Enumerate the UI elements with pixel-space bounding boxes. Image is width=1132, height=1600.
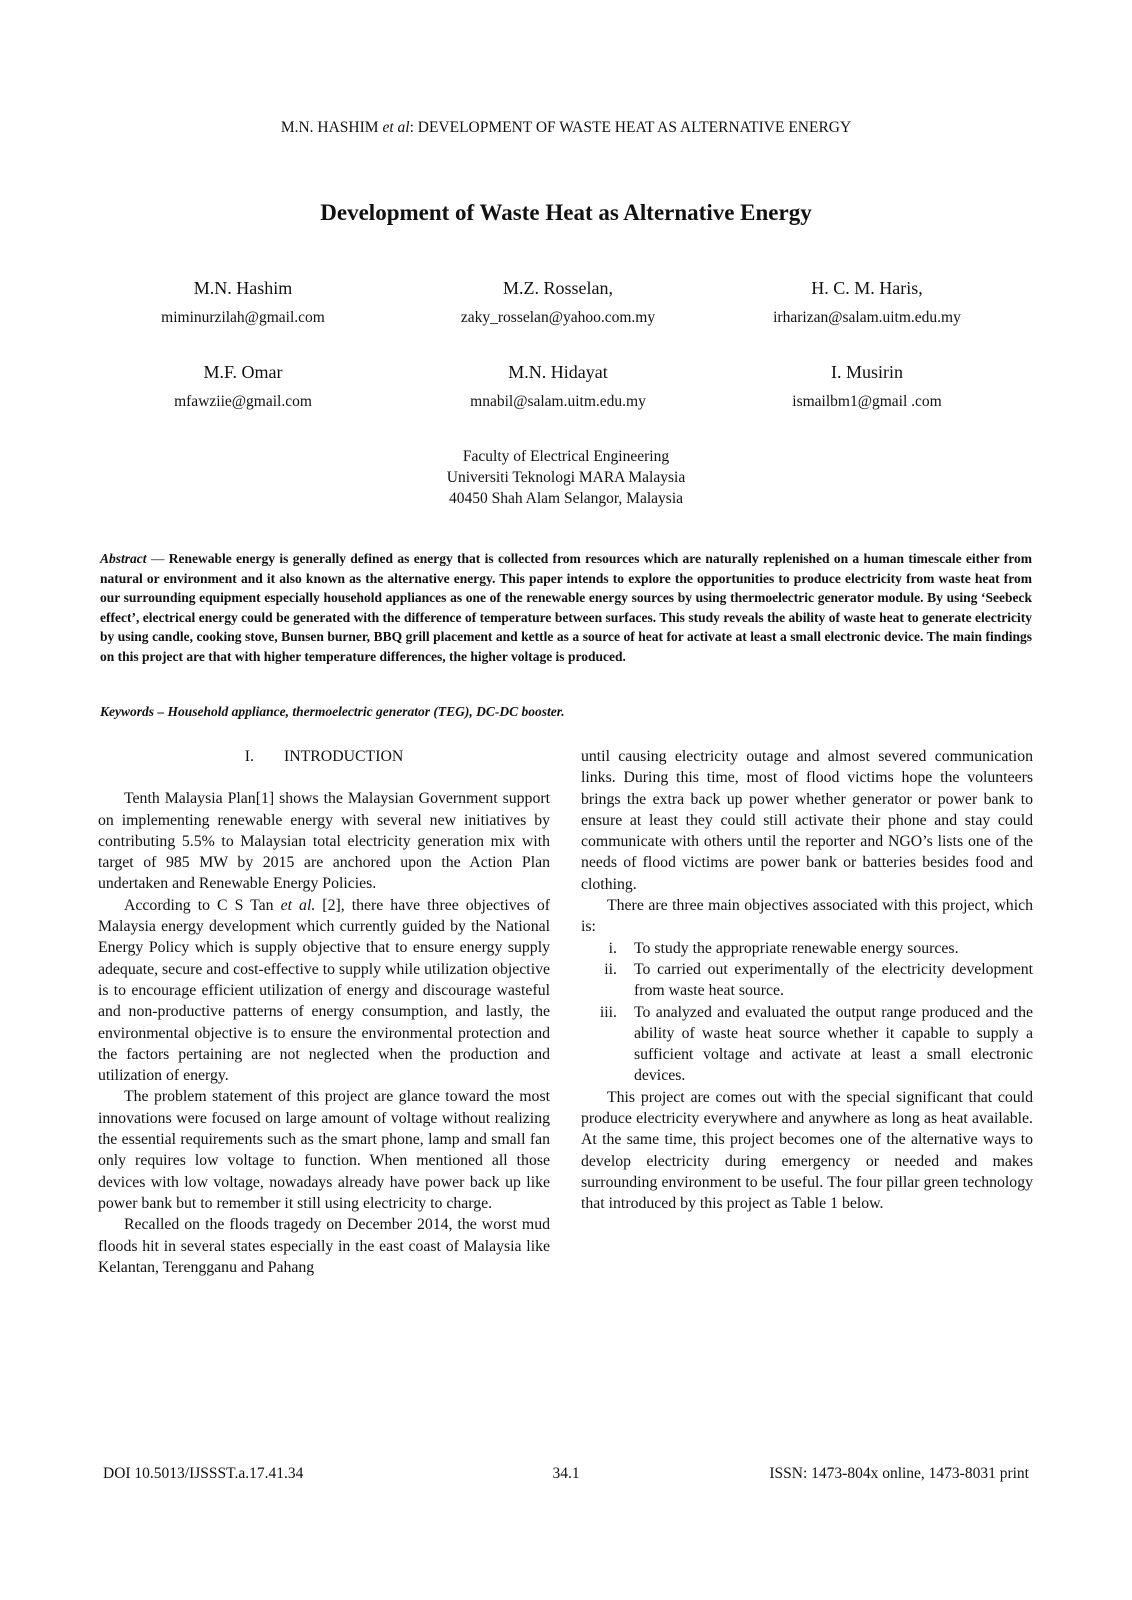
running-header-prefix: M.N. HASHIM — [280, 119, 383, 136]
paragraph: until causing electricity outage and almost severed communication links. During this time, most of flood victims hope the volunteers brings the extra back up power whether generator or power bank to ensure at least they could still activate their phone and stay could communicate with others until the reporter and NGO’s lists one of the needs of flood victims are power bank or batteries besides food and clothing. — [581, 748, 1033, 893]
abstract — [100, 549, 1032, 666]
list-marker: i. — [608, 939, 617, 957]
author-name: M.N. Hashim — [193, 278, 293, 298]
author-email: irharizan@salam.uitm.edu.my — [773, 309, 961, 326]
section-number: I. — [244, 748, 254, 765]
author-name: M.F. Omar — [203, 362, 283, 382]
section-heading — [98, 746, 550, 767]
keywords: Keywords – Household appliance, thermoelectric generator (TEG), DC-DC booster. — [100, 704, 565, 719]
objectives-list — [581, 938, 1033, 1087]
list-marker: ii. — [604, 960, 617, 978]
author-block — [408, 362, 708, 411]
author-block — [93, 278, 393, 327]
author-block — [717, 278, 1017, 327]
footer-issn: ISSN: 1473-804x online, 1473-8031 print — [769, 1465, 1029, 1482]
section-title: INTRODUCTION — [283, 748, 404, 765]
affiliation — [0, 446, 1132, 509]
author-name: I. Musirin — [831, 362, 903, 382]
list-item-text: To study the appropriate renewable energy sources. — [634, 939, 959, 957]
running-header-etal: et al — [382, 119, 410, 136]
footer-page-number: 34.1 — [552, 1465, 580, 1482]
paragraph: There are three main objectives associated with this project, which is: — [581, 897, 1033, 936]
paragraph-text: [2], there have three objectives of Malaysia energy development which currently guided by the National Energy Policy which is supply objective that to ensure energy supply adequate, secure and cost-effective to supply while utilization objective is to encourage efficient utilization of energy and discourage wasteful and non-productive patterns of energy consumption, and lastly, the environmental objective is to ensure the environmental protection and the factors pertaining are not neglected when the production and utilization of energy. — [98, 896, 550, 1085]
running-header-suffix: : DEVELOPMENT OF WASTE HEAT AS ALTERNATIVE ENERGY — [409, 119, 852, 136]
citation-etal: et al. — [280, 896, 316, 914]
list-item — [581, 959, 1033, 1002]
abstract-text: Renewable energy is generally defined as energy that is collected from resources which are naturally replenished on a human timescale either from natural or environment and it also known as the alternative energy. This paper intends to explore the opportunities to produce electricity from waste heat from our surrounding equipment especially household appliances as one of the renewable energy sources by using thermoelectric generator module. By using ‘Seebeck effect’, electrical energy could be generated with the difference of temperature between surfaces. This study reveals the ability of waste heat to generate electricity by using candle, cooking stove, Bunsen burner, BBQ grill placement and kettle as a source of heat for activate at least a small electronic device. The main findings on this project are that with higher temperature differences, the higher voltage is produced. — [100, 551, 1033, 664]
paragraph: This project are comes out with the special significant that could produce electricity everywhere and anywhere as long as heat available. At the same time, this project becomes one of the alternative ways to develop electricity during emergency or needed and makes surrounding environment to be useful. The four pillar green technology that introduced by this project as Table 1 below. — [581, 1088, 1033, 1213]
author-block — [717, 362, 1017, 411]
abstract-dash: — — [146, 551, 169, 566]
paragraph — [98, 895, 550, 1087]
author-block — [408, 278, 708, 327]
list-marker: iii. — [599, 1003, 617, 1021]
author-email: zaky_rosselan@yahoo.com.my — [460, 309, 656, 326]
list-item-text: To analyzed and evaluated the output range produced and the ability of waste heat source whether it capable to supply a sufficient voltage and activate at least a small electronic devices. — [634, 1003, 1033, 1085]
paragraph: Recalled on the floods tragedy on December 2014, the worst mud floods hit in several states especially in the east coast of Malaysia like Kelantan, Terengganu and Pahang — [98, 1216, 550, 1276]
paper-title: Development of Waste Heat as Alternative Energy — [320, 200, 812, 225]
affiliation-line: Faculty of Electrical Engineering — [462, 448, 670, 465]
footer-doi: DOI 10.5013/IJSSST.a.17.41.34 — [103, 1465, 304, 1482]
paragraph-text: According to C S Tan — [124, 896, 281, 914]
paragraph: Tenth Malaysia Plan[1] shows the Malaysian Government support on implementing renewable energy with several new initiatives by contributing 5.5% to Malaysian total electricity generation mix with target of 985 MW by 2015 are anchored upon the Action Plan undertaken and Renewable Energy Policies. — [98, 790, 550, 893]
author-name: M.Z. Rosselan, — [503, 278, 613, 298]
left-column — [98, 746, 550, 1278]
author-email: ismailbm1@gmail .com — [792, 393, 942, 410]
list-item-text: To carried out experimentally of the electricity development from waste heat source. — [634, 960, 1033, 1000]
author-email: mnabil@salam.uitm.edu.my — [470, 393, 646, 410]
list-item — [581, 938, 1033, 959]
author-email: mfawziie@gmail.com — [174, 393, 312, 410]
list-item — [581, 1002, 1033, 1087]
right-column — [581, 746, 1033, 1215]
running-header — [0, 119, 1132, 137]
affiliation-line: 40450 Shah Alam Selangor, Malaysia — [449, 490, 683, 507]
affiliation-line: Universiti Teknologi MARA Malaysia — [446, 469, 686, 486]
abstract-label: Abstract — [100, 551, 147, 566]
author-name: H. C. M. Haris, — [811, 278, 923, 298]
author-block — [93, 362, 393, 411]
paragraph: The problem statement of this project are glance toward the most innovations were focused on large amount of voltage without realizing the essential requirements such as the smart phone, lamp and small fan only requires low voltage to function. When mentioned all those devices with low voltage, nowadays already have power back up like power bank but to remember it still using electricity to charge. — [98, 1088, 550, 1212]
author-name: M.N. Hidayat — [508, 362, 608, 382]
author-email: miminurzilah@gmail.com — [161, 309, 325, 326]
